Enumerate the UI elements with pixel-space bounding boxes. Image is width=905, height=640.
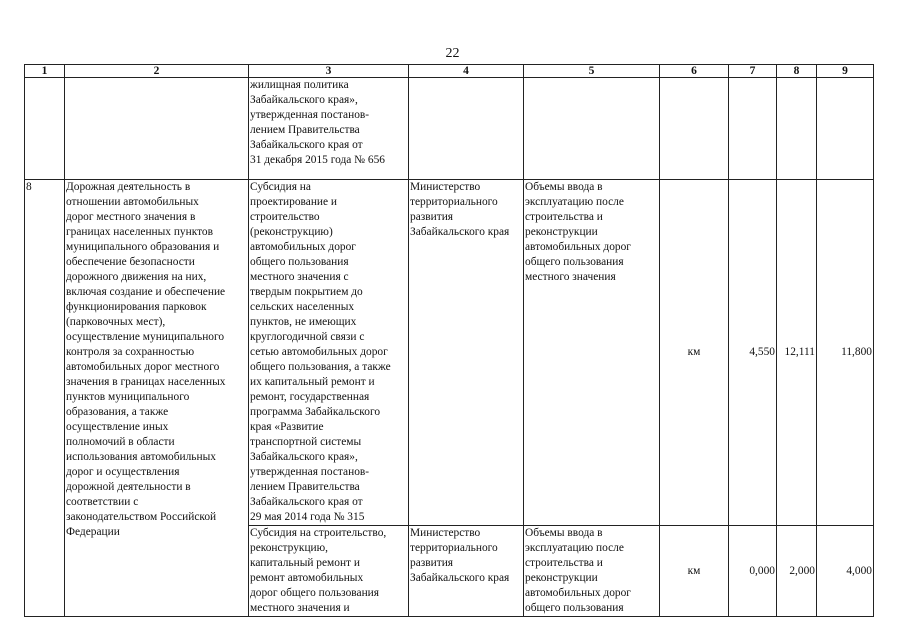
text-line: ремонт, государственная [250,391,370,403]
text-line: проектирование и [250,196,338,208]
text-line: пунктов муниципального [66,391,190,403]
text-line: эксплуатацию после [525,542,624,554]
text-line: контроля за сохранностью [66,346,195,358]
text-line: Забайкальского края», [250,451,358,463]
text-line: образования, а также [66,406,169,418]
text-line: Субсидия на [250,181,311,193]
text-line: отношении автомобильных [66,196,199,208]
header-cell: 9 [817,65,874,78]
text-line: 29 мая 2014 года № 315 [250,511,365,523]
text-line: дорог и осуществления [66,466,180,478]
value-cell: 12,111 [777,180,817,526]
text-line: программа Забайкальского [250,406,381,418]
text-line: Министерство [410,181,481,193]
unit-cell: км [660,526,729,617]
table-row [25,180,874,526]
text-line: дорог местного значения в [66,211,196,223]
program-cell [249,78,409,180]
text-line: жилищная политика [250,79,349,91]
text-line: реконструкции [525,572,598,584]
table-cell [660,78,729,180]
text-line: местного значения и [250,602,350,614]
table-cell [25,78,65,180]
text-line: Забайкальского края [410,226,510,238]
text-line: (реконструкцию) [250,226,333,238]
text-line: строительство [250,211,320,223]
text-line: территориального [410,196,498,208]
text-line: соответствии с [66,496,139,508]
table-cell [65,78,249,180]
text-line: 31 декабря 2015 года № 656 [250,154,385,166]
header-row [25,65,874,78]
text-line: капитальный ремонт и [250,557,360,569]
value-cell: 4,550 [729,180,777,526]
text-line: дорожного движения на них, [66,271,207,283]
text-line: осуществление иных [66,421,169,433]
text-line: Субсидия на строительство, [250,527,387,539]
text-line: реконструкцию, [250,542,328,554]
text-line: законодательством Российской [66,511,217,523]
header-cell: 6 [660,65,729,78]
text-line: включая создание и обеспечение [66,286,226,298]
activity-cell [65,180,249,617]
header-cell: 2 [65,65,249,78]
text-line: общего пользования [525,602,624,614]
text-line: строительства и [525,211,603,223]
text-line: дорожной деятельности в [66,481,191,493]
text-line: развития [410,557,454,569]
text-line: Дорожная деятельность в [66,181,191,193]
text-line: Забайкальского края от [250,496,363,508]
text-line: утвержденная постанов- [250,466,370,478]
program-cell [249,180,409,526]
text-line: Объемы ввода в [525,181,603,193]
text-line: общего пользования, а также [250,361,391,373]
text-line: Забайкальского края [410,572,510,584]
text-line: границах населенных пунктов [66,226,214,238]
text-line: автомобильных дорог [250,241,356,253]
program-cell [249,526,409,617]
table-row [25,78,874,180]
header-cell: 3 [249,65,409,78]
text-line: утвержденная постанов- [250,109,370,121]
row-number-cell: 8 [25,180,65,617]
text-line: местного значения с [250,271,349,283]
text-line: их капитальный ремонт и [250,376,375,388]
text-line: Забайкальского края», [250,94,358,106]
text-line: Объемы ввода в [525,527,603,539]
table-cell [524,78,660,180]
header-cell: 4 [409,65,524,78]
text-line: использования автомобильных [66,451,216,463]
text-line: (парковочных мест), [66,316,166,328]
text-line: муниципального образования и [66,241,220,253]
table-cell [777,78,817,180]
unit-cell: км [660,180,729,526]
value-cell: 2,000 [777,526,817,617]
header-cell: 7 [729,65,777,78]
text-line: общего пользования [250,256,349,268]
text-line: Федерации [66,526,120,538]
header-cell: 8 [777,65,817,78]
text-line: строительства и [525,557,603,569]
text-line: ремонт автомобильных [250,572,364,584]
text-line: полномочий в области [66,436,175,448]
text-line: круглогодичной связи с [250,331,365,343]
text-line: сетью автомобильных дорог [250,346,388,358]
table-cell [409,78,524,180]
text-line: транспортной системы [250,436,362,448]
value-cell: 4,000 [817,526,874,617]
text-line: лением Правительства [250,124,360,136]
indicator-cell [524,526,660,617]
text-line: Забайкальского края от [250,139,363,151]
text-line: значения в границах населенных [66,376,226,388]
executor-cell [409,526,524,617]
table-cell [817,78,874,180]
text-line: функционирования парковок [66,301,207,313]
page-number: 22 [445,46,460,61]
text-line: обеспечение безопасности [66,256,195,268]
text-line: сельских населенных [250,301,355,313]
table-cell [729,78,777,180]
text-line: Министерство [410,527,481,539]
indicator-cell [524,180,660,526]
text-line: автомобильных дорог [525,241,631,253]
value-cell: 11,800 [817,180,874,526]
text-line: осуществление муниципального [66,331,225,343]
text-line: автомобильных дорог [525,587,631,599]
text-line: лением Правительства [250,481,360,493]
value-cell: 0,000 [729,526,777,617]
text-line: пунктов, не имеющих [250,316,357,328]
executor-cell [409,180,524,526]
text-line: края «Развитие [250,421,324,433]
text-line: территориального [410,542,498,554]
text-line: твердым покрытием до [250,286,363,298]
text-line: реконструкции [525,226,598,238]
text-line: эксплуатацию после [525,196,624,208]
text-line: развития [410,211,454,223]
text-line: автомобильных дорог местного [66,361,220,373]
header-cell: 1 [25,65,65,78]
text-line: общего пользования [525,256,624,268]
header-cell: 5 [524,65,660,78]
measures-table [24,64,874,617]
text-line: дорог общего пользования [250,587,380,599]
text-line: местного значения [525,271,616,283]
